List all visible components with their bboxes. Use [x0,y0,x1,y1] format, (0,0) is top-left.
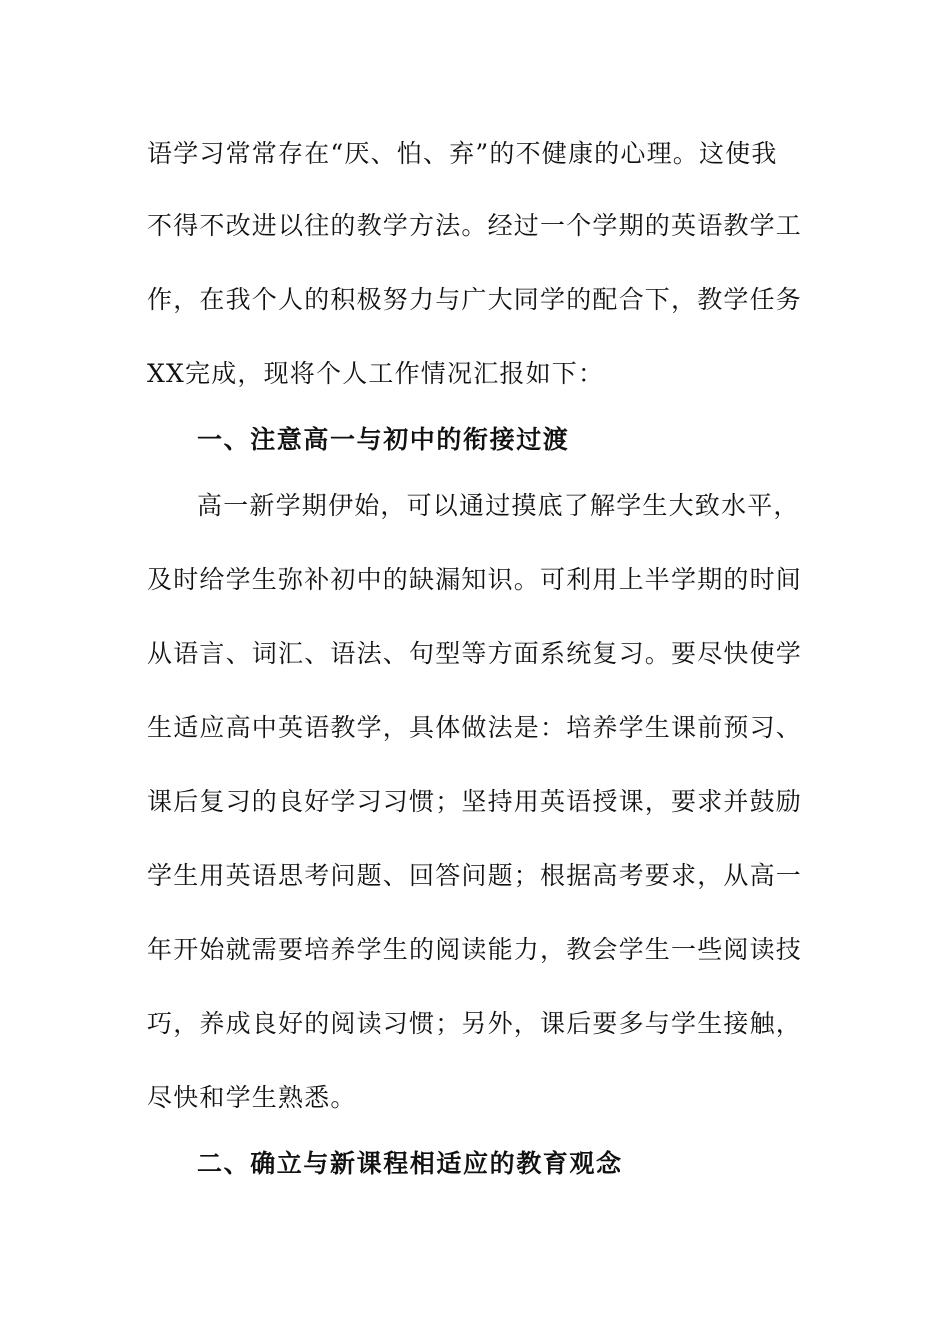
paragraph-line: 高一新学期伊始，可以通过摸底了解学生大致水平， [197,491,800,520]
paragraph-line: 学生用英语思考问题、回答问题；根据高考要求，从高一 [147,861,803,890]
paragraph-line: 语学习常常存在“厌、怕、弃”的不健康的心理。这使我 [147,139,778,168]
paragraph-line: 及时给学生弥补初中的缺漏知识。可利用上半学期的时间 [147,565,803,594]
paragraph-line: 从语言、词汇、语法、句型等方面系统复习。要尽快使学 [147,639,803,668]
paragraph-line: 年开始就需要培养学生的阅读能力，教会学生一些阅读技 [147,935,803,964]
paragraph-line: 生适应高中英语教学，具体做法是：培养学生课前预习、 [147,713,803,742]
section-heading-2: 二、确立与新课程相适应的教育观念 [197,1149,623,1178]
paragraph-line: XX完成，现将个人工作情况汇报如下： [147,359,605,388]
paragraph-line: 巧，养成良好的阅读习惯；另外，课后要多与学生接触， [147,1009,803,1038]
section-heading-1: 一、注意高一与初中的衔接过渡 [197,425,570,454]
paragraph-line: 课后复习的良好学习习惯；坚持用英语授课，要求并鼓励 [147,787,803,816]
paragraph-line: 作，在我个人的积极努力与广大同学的配合下，教学任务 [147,285,803,314]
paragraph-line: 尽快和学生熟悉。 [147,1083,357,1112]
paragraph-line: 不得不改进以往的教学方法。经过一个学期的英语教学工 [147,211,803,240]
